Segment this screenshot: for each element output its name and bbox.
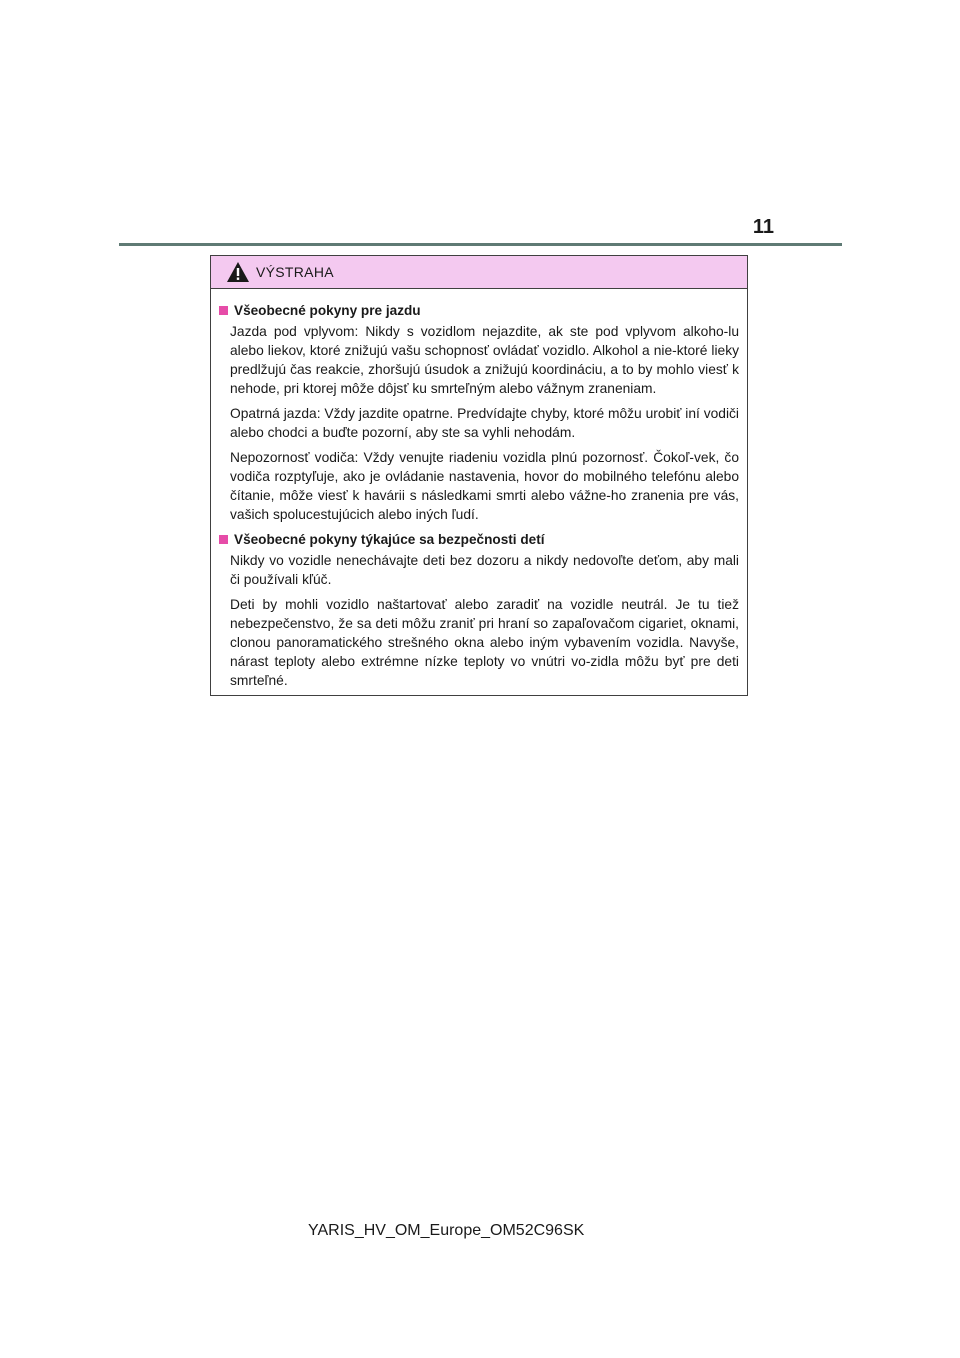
paragraph: Nepozornosť vodiča: Vždy venujte riadeniu vozidla plnú pozornosť. Čokoľ-vek, čo vodiča rozptyľuje, ako je ovládanie nastavenia, hovor do mobilného telefónu alebo čítanie, môže viesť k havárii s následkami smrti alebo vážne-ho zranenia pre vás, vašich spolucestujúcich alebo iných ľudí.	[230, 450, 739, 522]
section-heading	[219, 301, 739, 320]
square-bullet-icon	[219, 306, 228, 315]
section-heading-text: Všeobecné pokyny týkajúce sa bezpečnosti detí	[234, 532, 545, 547]
page-number: 11	[752, 216, 774, 238]
section-heading	[219, 530, 739, 549]
warning-title: VÝSTRAHA	[256, 264, 334, 280]
square-bullet-icon	[219, 535, 228, 544]
section-child-safety	[219, 530, 739, 690]
warning-header	[211, 256, 747, 289]
paragraph: Jazda pod vplyvom: Nikdy s vozidlom nejazdite, ak ste pod vplyvom alkoho-lu alebo liekov, ktoré znižujú vašu schopnosť ovládať vozidlo. Alkohol a nie-ktoré lieky predlžujú čas reakcie, zhoršujú úsudok a znižujú koordináciu, a to by mohlo viesť k nehode, pri ktorej môže dôjsť ku smrteľným alebo vážnym zraneniam.	[230, 324, 739, 396]
paragraph: Deti by mohli vozidlo naštartovať alebo zaradiť na vozidle neutrál. Je tu tiež nebezpečenstvo, že sa deti môžu zraniť pri hraní so zapaľovačom cigariet, oknami, clonou panoramatického strešného okna alebo iným vybavením vozidla. Navyše, nárast teploty alebo extrémne nízke teploty vo vnútri vo-zidla môžu byť pre deti smrteľné.	[230, 597, 739, 688]
paragraph: Nikdy vo vozidle nenechávajte deti bez dozoru a nikdy nedovoľte deťom, aby mali či používali kľúč.	[230, 553, 739, 587]
paragraph: Opatrná jazda: Vždy jazdite opatrne. Predvídajte chyby, ktoré môžu urobiť iní vodiči alebo chodci a buďte pozorní, aby ste sa vyhli nehodám.	[230, 406, 739, 440]
section-driving	[219, 301, 739, 524]
warning-box	[210, 255, 748, 696]
warning-body	[211, 289, 747, 690]
section-heading-text: Všeobecné pokyny pre jazdu	[234, 303, 421, 318]
header-rule	[119, 243, 842, 246]
warning-triangle-icon	[226, 261, 250, 283]
footer-document-code: YARIS_HV_OM_Europe_OM52C96SK	[308, 1222, 585, 1239]
